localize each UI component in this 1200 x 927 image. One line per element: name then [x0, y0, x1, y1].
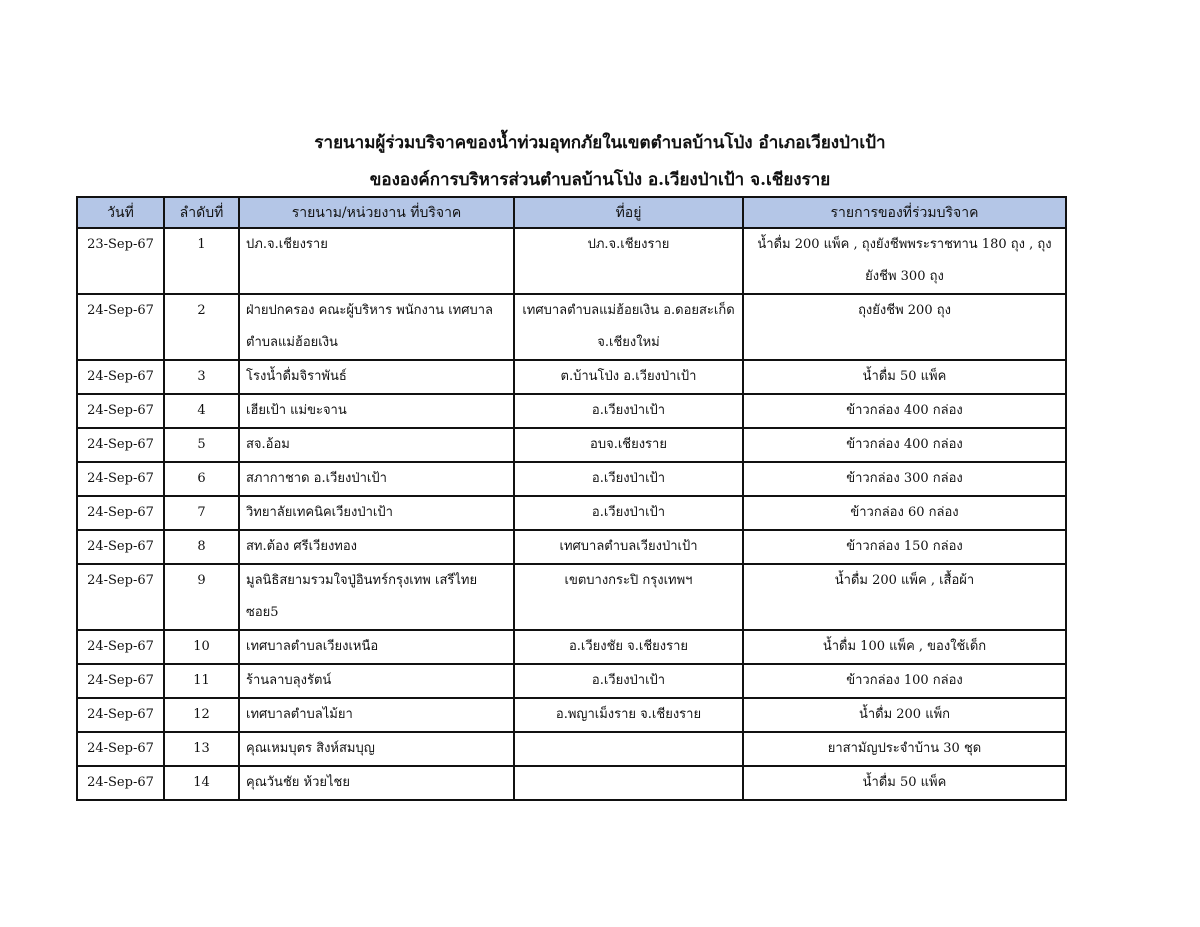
table-row [77, 564, 1066, 630]
cell-number: 3 [164, 360, 239, 394]
cell-donor: วิทยาลัยเทคนิคเวียงป่าเป้า [239, 496, 514, 530]
cell-items: ข้าวกล่อง 60 กล่อง [743, 496, 1066, 530]
cell-address: อ.เวียงป่าเป้า [514, 394, 743, 428]
cell-address: เทศบาลตำบลเวียงป่าเป้า [514, 530, 743, 564]
cell-date: 24-Sep-67 [77, 530, 164, 564]
cell-donor: สภากาชาด อ.เวียงป่าเป้า [239, 462, 514, 496]
cell-number: 6 [164, 462, 239, 496]
table-header-row [77, 197, 1066, 228]
table-row [77, 664, 1066, 698]
cell-number: 7 [164, 496, 239, 530]
table-row [77, 294, 1066, 360]
cell-donor: โรงน้ำดื่มจิราพันธ์ [239, 360, 514, 394]
cell-donor: มูลนิธิสยามรวมใจปู่อินทร์กรุงเทพ เสรีไทย ซอย5 [239, 564, 514, 630]
cell-date: 24-Sep-67 [77, 294, 164, 360]
cell-date: 23-Sep-67 [77, 228, 164, 294]
cell-items: น้ำดื่ม 200 แพ็ก [743, 698, 1066, 732]
cell-date: 24-Sep-67 [77, 564, 164, 630]
cell-date: 24-Sep-67 [77, 462, 164, 496]
cell-number: 9 [164, 564, 239, 630]
table-row [77, 228, 1066, 294]
cell-donor: สท.ต้อง ศรีเวียงทอง [239, 530, 514, 564]
cell-items: น้ำดื่ม 50 แพ็ค [743, 766, 1066, 800]
table-row [77, 428, 1066, 462]
cell-address [514, 732, 743, 766]
cell-date: 24-Sep-67 [77, 360, 164, 394]
table-row [77, 732, 1066, 766]
column-header-date: วันที่ [77, 197, 164, 228]
column-header-donor: รายนาม/หน่วยงาน ที่บริจาค [239, 197, 514, 228]
cell-address: อ.พญาเม็งราย จ.เชียงราย [514, 698, 743, 732]
cell-address: เทศบาลตำบลแม่ฮ้อยเงิน อ.ดอยสะเก็ด จ.เชียงใหม่ [514, 294, 743, 360]
cell-donor: ปภ.จ.เชียงราย [239, 228, 514, 294]
document-subtitle: ขององค์การบริหารส่วนตำบลบ้านโป่ง อ.เวียงป่าเป้า จ.เชียงราย [369, 170, 831, 190]
table-body [77, 228, 1066, 800]
cell-date: 24-Sep-67 [77, 394, 164, 428]
cell-date: 24-Sep-67 [77, 698, 164, 732]
cell-address: อ.เวียงชัย จ.เชียงราย [514, 630, 743, 664]
cell-number: 14 [164, 766, 239, 800]
cell-items: น้ำดื่ม 100 แพ็ค , ของใช้เด็ก [743, 630, 1066, 664]
table-row [77, 360, 1066, 394]
table-row [77, 462, 1066, 496]
table-row [77, 630, 1066, 664]
cell-number: 13 [164, 732, 239, 766]
table-row [77, 496, 1066, 530]
cell-number: 8 [164, 530, 239, 564]
cell-items: ข้าวกล่อง 400 กล่อง [743, 428, 1066, 462]
cell-items: ยาสามัญประจำบ้าน 30 ชุด [743, 732, 1066, 766]
cell-donor: เทศบาลตำบลเวียงเหนือ [239, 630, 514, 664]
document-title: รายนามผู้ร่วมบริจาคของน้ำท่วมอุทกภัยในเขตตำบลบ้านโป่ง อำเภอเวียงป่าเป้า [314, 133, 886, 153]
cell-items: น้ำดื่ม 200 แพ็ค , ถุงยังชีพพระราชทาน 180 ถุง , ถุงยังชีพ 300 ถุง [743, 228, 1066, 294]
cell-address: ต.บ้านโป่ง อ.เวียงป่าเป้า [514, 360, 743, 394]
column-header-address: ที่อยู่ [514, 197, 743, 228]
cell-number: 10 [164, 630, 239, 664]
cell-address [514, 766, 743, 800]
cell-donor: เทศบาลตำบลไม้ยา [239, 698, 514, 732]
cell-date: 24-Sep-67 [77, 664, 164, 698]
donors-table [76, 196, 1067, 801]
cell-donor: คุณเหมบุตร สิงห์สมบุญ [239, 732, 514, 766]
table-row [77, 530, 1066, 564]
cell-date: 24-Sep-67 [77, 630, 164, 664]
cell-number: 1 [164, 228, 239, 294]
cell-number: 12 [164, 698, 239, 732]
cell-donor: สจ.อ้อม [239, 428, 514, 462]
cell-items: ถุงยังชีพ 200 ถุง [743, 294, 1066, 360]
cell-date: 24-Sep-67 [77, 496, 164, 530]
cell-date: 24-Sep-67 [77, 766, 164, 800]
cell-items: น้ำดื่ม 200 แพ็ค , เสื้อผ้า [743, 564, 1066, 630]
cell-items: น้ำดื่ม 50 แพ็ค [743, 360, 1066, 394]
cell-number: 11 [164, 664, 239, 698]
cell-address: อ.เวียงป่าเป้า [514, 496, 743, 530]
cell-date: 24-Sep-67 [77, 428, 164, 462]
cell-items: ข้าวกล่อง 300 กล่อง [743, 462, 1066, 496]
cell-donor: เฮียเป้า แม่ขะจาน [239, 394, 514, 428]
cell-address: ปภ.จ.เชียงราย [514, 228, 743, 294]
table-row [77, 394, 1066, 428]
cell-items: ข้าวกล่อง 150 กล่อง [743, 530, 1066, 564]
cell-address: อ.เวียงป่าเป้า [514, 664, 743, 698]
table-row [77, 698, 1066, 732]
cell-date: 24-Sep-67 [77, 732, 164, 766]
column-header-items: รายการของที่ร่วมบริจาค [743, 197, 1066, 228]
column-header-number: ลำดับที่ [164, 197, 239, 228]
cell-address: อ.เวียงป่าเป้า [514, 462, 743, 496]
cell-donor: ฝ่ายปกครอง คณะผู้บริหาร พนักงาน เทศบาลตำบลแม่ฮ้อยเงิน [239, 294, 514, 360]
cell-number: 5 [164, 428, 239, 462]
cell-address: อบจ.เชียงราย [514, 428, 743, 462]
cell-items: ข้าวกล่อง 400 กล่อง [743, 394, 1066, 428]
cell-address: เขตบางกระปิ กรุงเทพฯ [514, 564, 743, 630]
cell-number: 4 [164, 394, 239, 428]
cell-items: ข้าวกล่อง 100 กล่อง [743, 664, 1066, 698]
table-row [77, 766, 1066, 800]
cell-donor: คุณวันชัย ห้วยไชย [239, 766, 514, 800]
cell-number: 2 [164, 294, 239, 360]
cell-donor: ร้านลาบลุงรัตน์ [239, 664, 514, 698]
